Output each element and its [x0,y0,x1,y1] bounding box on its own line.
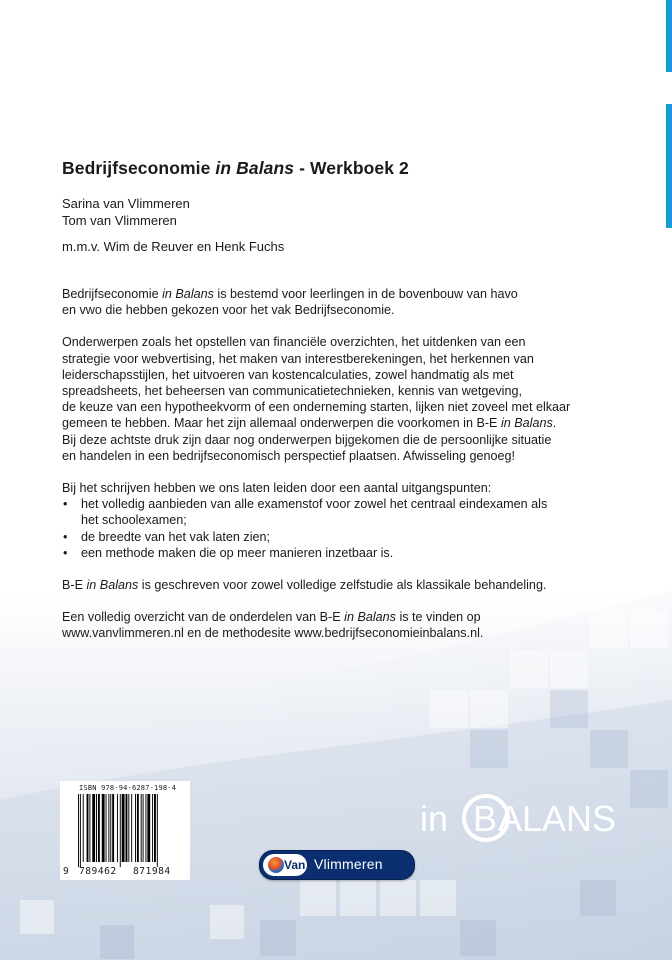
barcode-bar [154,794,156,862]
text: B-E [62,578,87,593]
text: . [552,416,557,431]
barcode-bars [78,794,186,867]
text: een methode maken die op meer manieren inzetbaar is. [81,545,394,560]
text-italic: in Balans [162,287,214,301]
title-italic: in Balans [215,158,295,178]
publisher-badge [263,854,307,876]
barcode-bar [126,794,128,862]
text: en handelen in een bedrijfseconomisch perspectief plaatsen. Afwisseling genoeg! [62,448,515,463]
text: en vwo die hebben gekozen voor het vak Bedrijfseconomie. [62,303,395,318]
logo-text-alans: ALANS [498,798,617,839]
blurb-paragraph-5 [62,609,622,641]
text: is geschreven voor zowel volledige zelfstudie als klassikale behandeling. [138,578,547,593]
text: Bedrijfseconomie [62,287,163,301]
barcode-bar [78,794,79,867]
barcode-bar [145,794,146,862]
logo-text-in: in [420,798,449,839]
text: de breedte van het vak laten zien; [81,529,271,544]
author-1: Sarina van Vlimmeren [62,196,190,211]
text-italic: in Balans [86,578,139,593]
text: spreadsheets, het beheersen van communicatietechnieken, kennis van wetgeving, [62,384,522,399]
barcode-bar [137,794,139,862]
isbn-barcode [60,781,190,880]
text: gemeen te hebben. Maar het zijn allemaal onderwerpen die voorkomen in B-E [62,416,501,431]
text-italic: in Balans [500,416,553,431]
publisher-van: Van [284,858,306,872]
author-2: Tom van Vlimmeren [62,213,177,228]
barcode-bar [102,794,105,862]
text: www.vanvlimmeren.nl en de methodesite www.bedrijfseconomieinbalans.nl. [62,626,484,641]
text: Een volledig overzicht van de onderdelen van B-E [62,610,345,625]
edge-accent-middle [666,104,672,228]
contributors: m.m.v. Wim de Reuver en Henk Fuchs [62,239,285,254]
barcode-bar [157,794,158,867]
text: het schoolexamen; [81,513,187,528]
barcode-bar [152,794,153,862]
barcode-bar [87,794,89,862]
text: is te vinden op [395,610,481,625]
list-item [62,545,622,561]
barcode-bar [147,794,150,862]
barcode-bar [117,794,118,862]
authors [62,195,622,229]
text: leiderschapsstijlen, het uitvoeren van kostencalculaties, zowel handmatig als met [62,367,514,382]
barcode-bar [96,794,97,862]
barcode-bar [135,794,136,862]
title-suffix: - Werkboek 2 [294,158,409,178]
barcode-bar [128,794,129,862]
publisher-name: Vlimmeren [314,856,383,872]
publisher-logo [259,850,415,880]
text: Bij deze achtste druk zijn daar nog onderwerpen bijgekomen die de persoonlijke situatie [62,432,552,447]
blurb [62,286,622,658]
text: strategie voor webvertising, het maken van interestberekeningen, het herkennen van [62,351,534,366]
book-title [62,158,622,179]
blurb-paragraph-2 [62,334,622,464]
publisher-globe-icon [268,857,284,873]
barcode-bar [141,794,142,862]
text-italic: in Balans [344,610,396,625]
in-balans-logo [420,794,640,844]
text: Onderwerpen zoals het opstellen van financiële overzichten, het uitdenken van een [62,335,526,350]
blurb-paragraph-1 [62,286,622,318]
text: is bestemd voor leerlingen in de bovenbouw van havo [213,287,518,301]
barcode-bar [122,794,125,862]
list-item [62,529,622,545]
isbn-label: ISBN 978-94-6287-198-4 [79,784,177,792]
logo-text-b: B [473,798,498,839]
barcode-bar [110,794,111,862]
title-prefix: Bedrijfseconomie [62,158,216,178]
blurb-paragraph-4 [62,577,622,593]
isbn-digits [60,866,190,877]
isbn-digit-group-1: 789462 [79,866,117,877]
barcode-bar [83,794,84,862]
barcode-bar [80,794,81,867]
barcode-bar [92,794,95,862]
principles-list [62,496,622,561]
text: de keuze van een hypotheekvorm of een onderneming starten, lijken niet zoveel met elkaar [62,400,571,415]
barcode-bar [120,794,121,867]
barcode-bar [131,794,132,862]
barcode-bar [143,794,144,862]
edge-accent-top [666,0,672,72]
blurb-paragraph-3-intro: Bij het schrijven hebben we ons laten leiden door een aantal uitgangspunten: [62,481,492,496]
barcode-bar [108,794,109,862]
barcode-bar [98,794,100,862]
list-item [62,496,622,528]
isbn-digit-first: 9 [63,866,70,877]
text: het volledig aanbieden van alle examenstof voor zowel het centraal eindexamen als [81,497,548,512]
barcode-bar [89,794,90,862]
isbn-digit-group-2: 871984 [133,866,171,877]
barcode-bar [112,794,114,862]
barcode-bar [106,794,107,862]
